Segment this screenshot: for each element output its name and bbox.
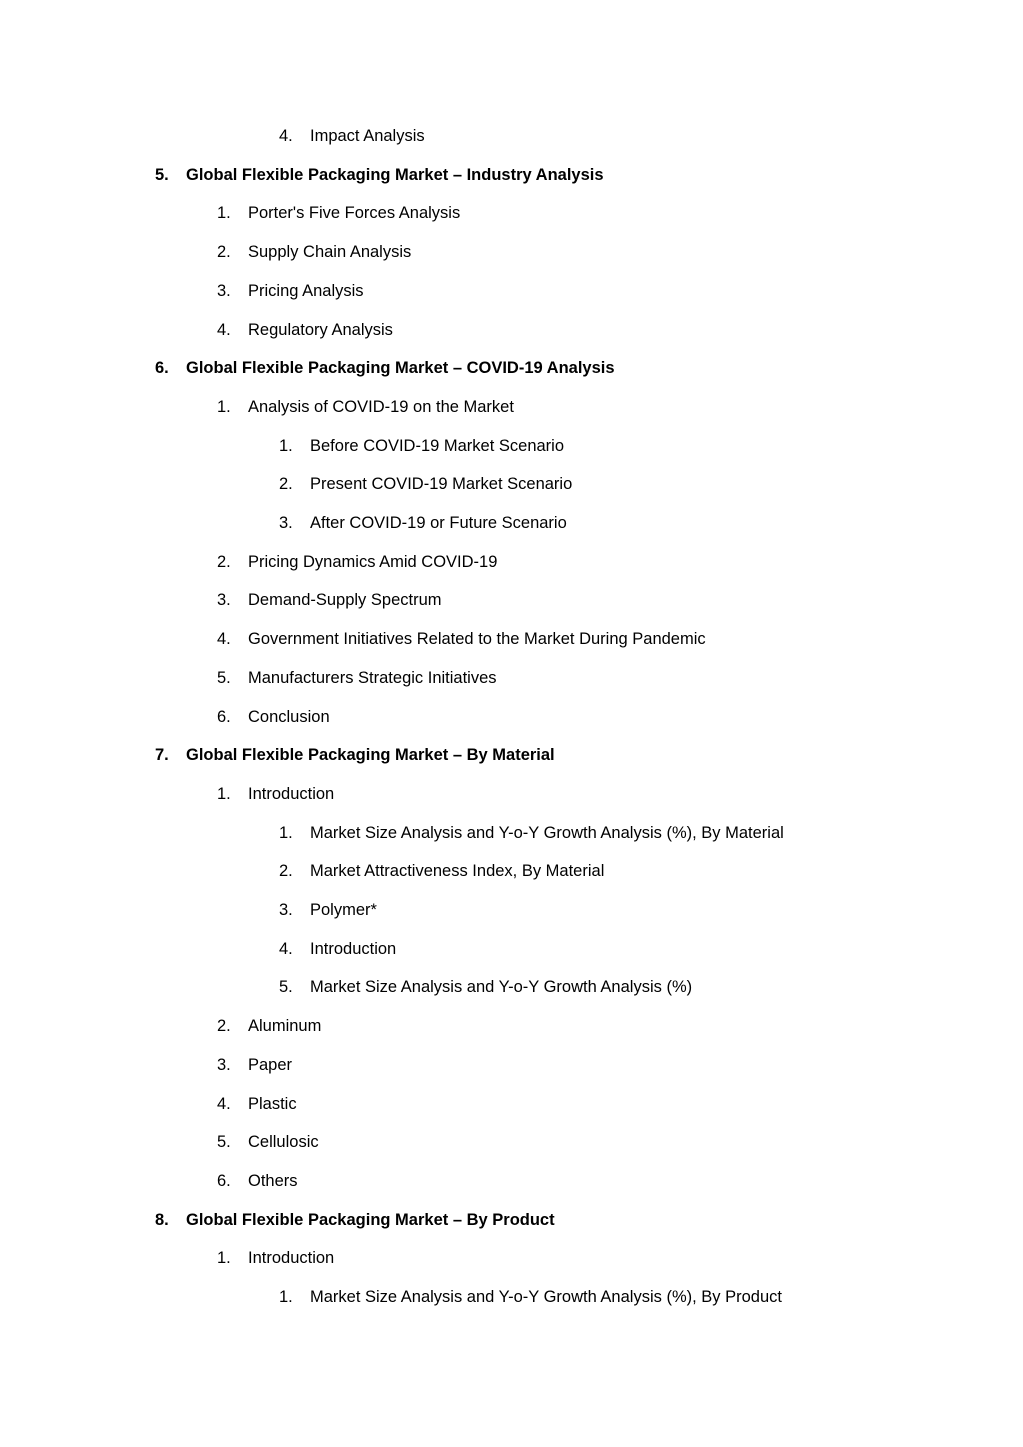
toc-entry-number: 2. — [217, 243, 231, 262]
toc-entry-text: Others — [248, 1171, 298, 1190]
toc-entry-text: Analysis of COVID-19 on the Market — [248, 397, 514, 416]
toc-entry-text: Global Flexible Packaging Market – By Product — [186, 1210, 555, 1229]
toc-entry-text: Introduction — [310, 939, 397, 958]
toc-entry-text: Demand-Supply Spectrum — [248, 591, 442, 610]
toc-entry-number: 4. — [279, 939, 293, 958]
toc-entry-number: 1. — [279, 823, 293, 842]
toc-entry-text: Global Flexible Packaging Market – COVID-19 Analysis — [186, 359, 615, 378]
toc-entry-number: 2. — [217, 1017, 231, 1036]
toc-entry-text: Manufacturers Strategic Initiatives — [248, 668, 497, 687]
toc-entry-number: 3. — [217, 281, 231, 300]
toc-entry-number: 1. — [217, 1249, 231, 1268]
toc-entry-text: Porter's Five Forces Analysis — [248, 204, 461, 223]
toc-entry-text: Impact Analysis — [310, 127, 425, 145]
toc-entry-number: 8. — [155, 1210, 169, 1229]
toc-entry-text: Government Initiatives Related to the Market During Pandemic — [248, 630, 706, 649]
toc-entry-number: 5. — [217, 1133, 231, 1152]
toc-entry-text: Global Flexible Packaging Market – By Material — [186, 746, 555, 765]
toc-entry-text: Conclusion — [248, 707, 330, 726]
toc-entry-text: Regulatory Analysis — [248, 320, 393, 339]
toc-entry-number: 4. — [217, 630, 231, 649]
toc-entry-number: 3. — [279, 901, 293, 919]
toc-entry-number: 3. — [279, 514, 293, 532]
toc-entry-text: Global Flexible Packaging Market – Industry Analysis — [186, 165, 604, 184]
toc-entry-number: 1. — [279, 436, 293, 455]
toc-entry-text: Market Size Analysis and Y-o-Y Growth Analysis (%), By Product — [310, 1288, 782, 1306]
toc-entry-number: 2. — [217, 552, 231, 571]
toc-entry-number: 4. — [279, 127, 293, 145]
toc-entry-number: 1. — [217, 784, 231, 803]
toc-entry-number: 6. — [217, 707, 231, 726]
toc-entry-number: 1. — [217, 204, 231, 223]
toc-entry-text: Supply Chain Analysis — [248, 243, 412, 262]
toc-entry-text: Plastic — [248, 1094, 297, 1113]
toc-entry-number: 5. — [217, 668, 231, 687]
toc-entry-number: 1. — [279, 1288, 293, 1306]
toc-entry-number: 6. — [155, 359, 169, 378]
toc-entry-number: 4. — [217, 320, 231, 339]
toc-entry-text: Market Size Analysis and Y-o-Y Growth Analysis (%), By Material — [310, 823, 784, 842]
toc-entry-text: Cellulosic — [248, 1133, 319, 1152]
toc-entry-text: Pricing Dynamics Amid COVID-19 — [248, 552, 498, 571]
toc-entry-number: 5. — [155, 165, 169, 184]
toc-entry-text: Market Size Analysis and Y-o-Y Growth Analysis (%) — [310, 978, 693, 997]
toc-entry-text: Introduction — [248, 784, 335, 803]
toc-entry-text: Paper — [248, 1055, 293, 1074]
toc-entry-text: Market Attractiveness Index, By Material — [310, 862, 605, 881]
toc-entry-text: Introduction — [248, 1249, 335, 1268]
toc-entry-text: After COVID-19 or Future Scenario — [310, 514, 567, 532]
toc-entry-text: Present COVID-19 Market Scenario — [310, 475, 573, 494]
toc-entry-text: Polymer* — [310, 901, 377, 919]
toc-entry-number: 5. — [279, 978, 293, 997]
toc-entry-number: 1. — [217, 397, 231, 416]
toc-entry-number: 7. — [155, 746, 169, 765]
toc-entry-number: 4. — [217, 1094, 231, 1113]
toc-entry-text: Pricing Analysis — [248, 281, 364, 300]
toc-entry-number: 2. — [279, 862, 293, 881]
toc-entry-number: 6. — [217, 1171, 231, 1190]
toc-entry-number: 2. — [279, 475, 293, 494]
toc-entry-text: Before COVID-19 Market Scenario — [310, 436, 565, 455]
toc-entry-number: 3. — [217, 591, 231, 610]
toc-entry-text: Aluminum — [248, 1017, 322, 1036]
toc-entry-number: 3. — [217, 1055, 231, 1074]
